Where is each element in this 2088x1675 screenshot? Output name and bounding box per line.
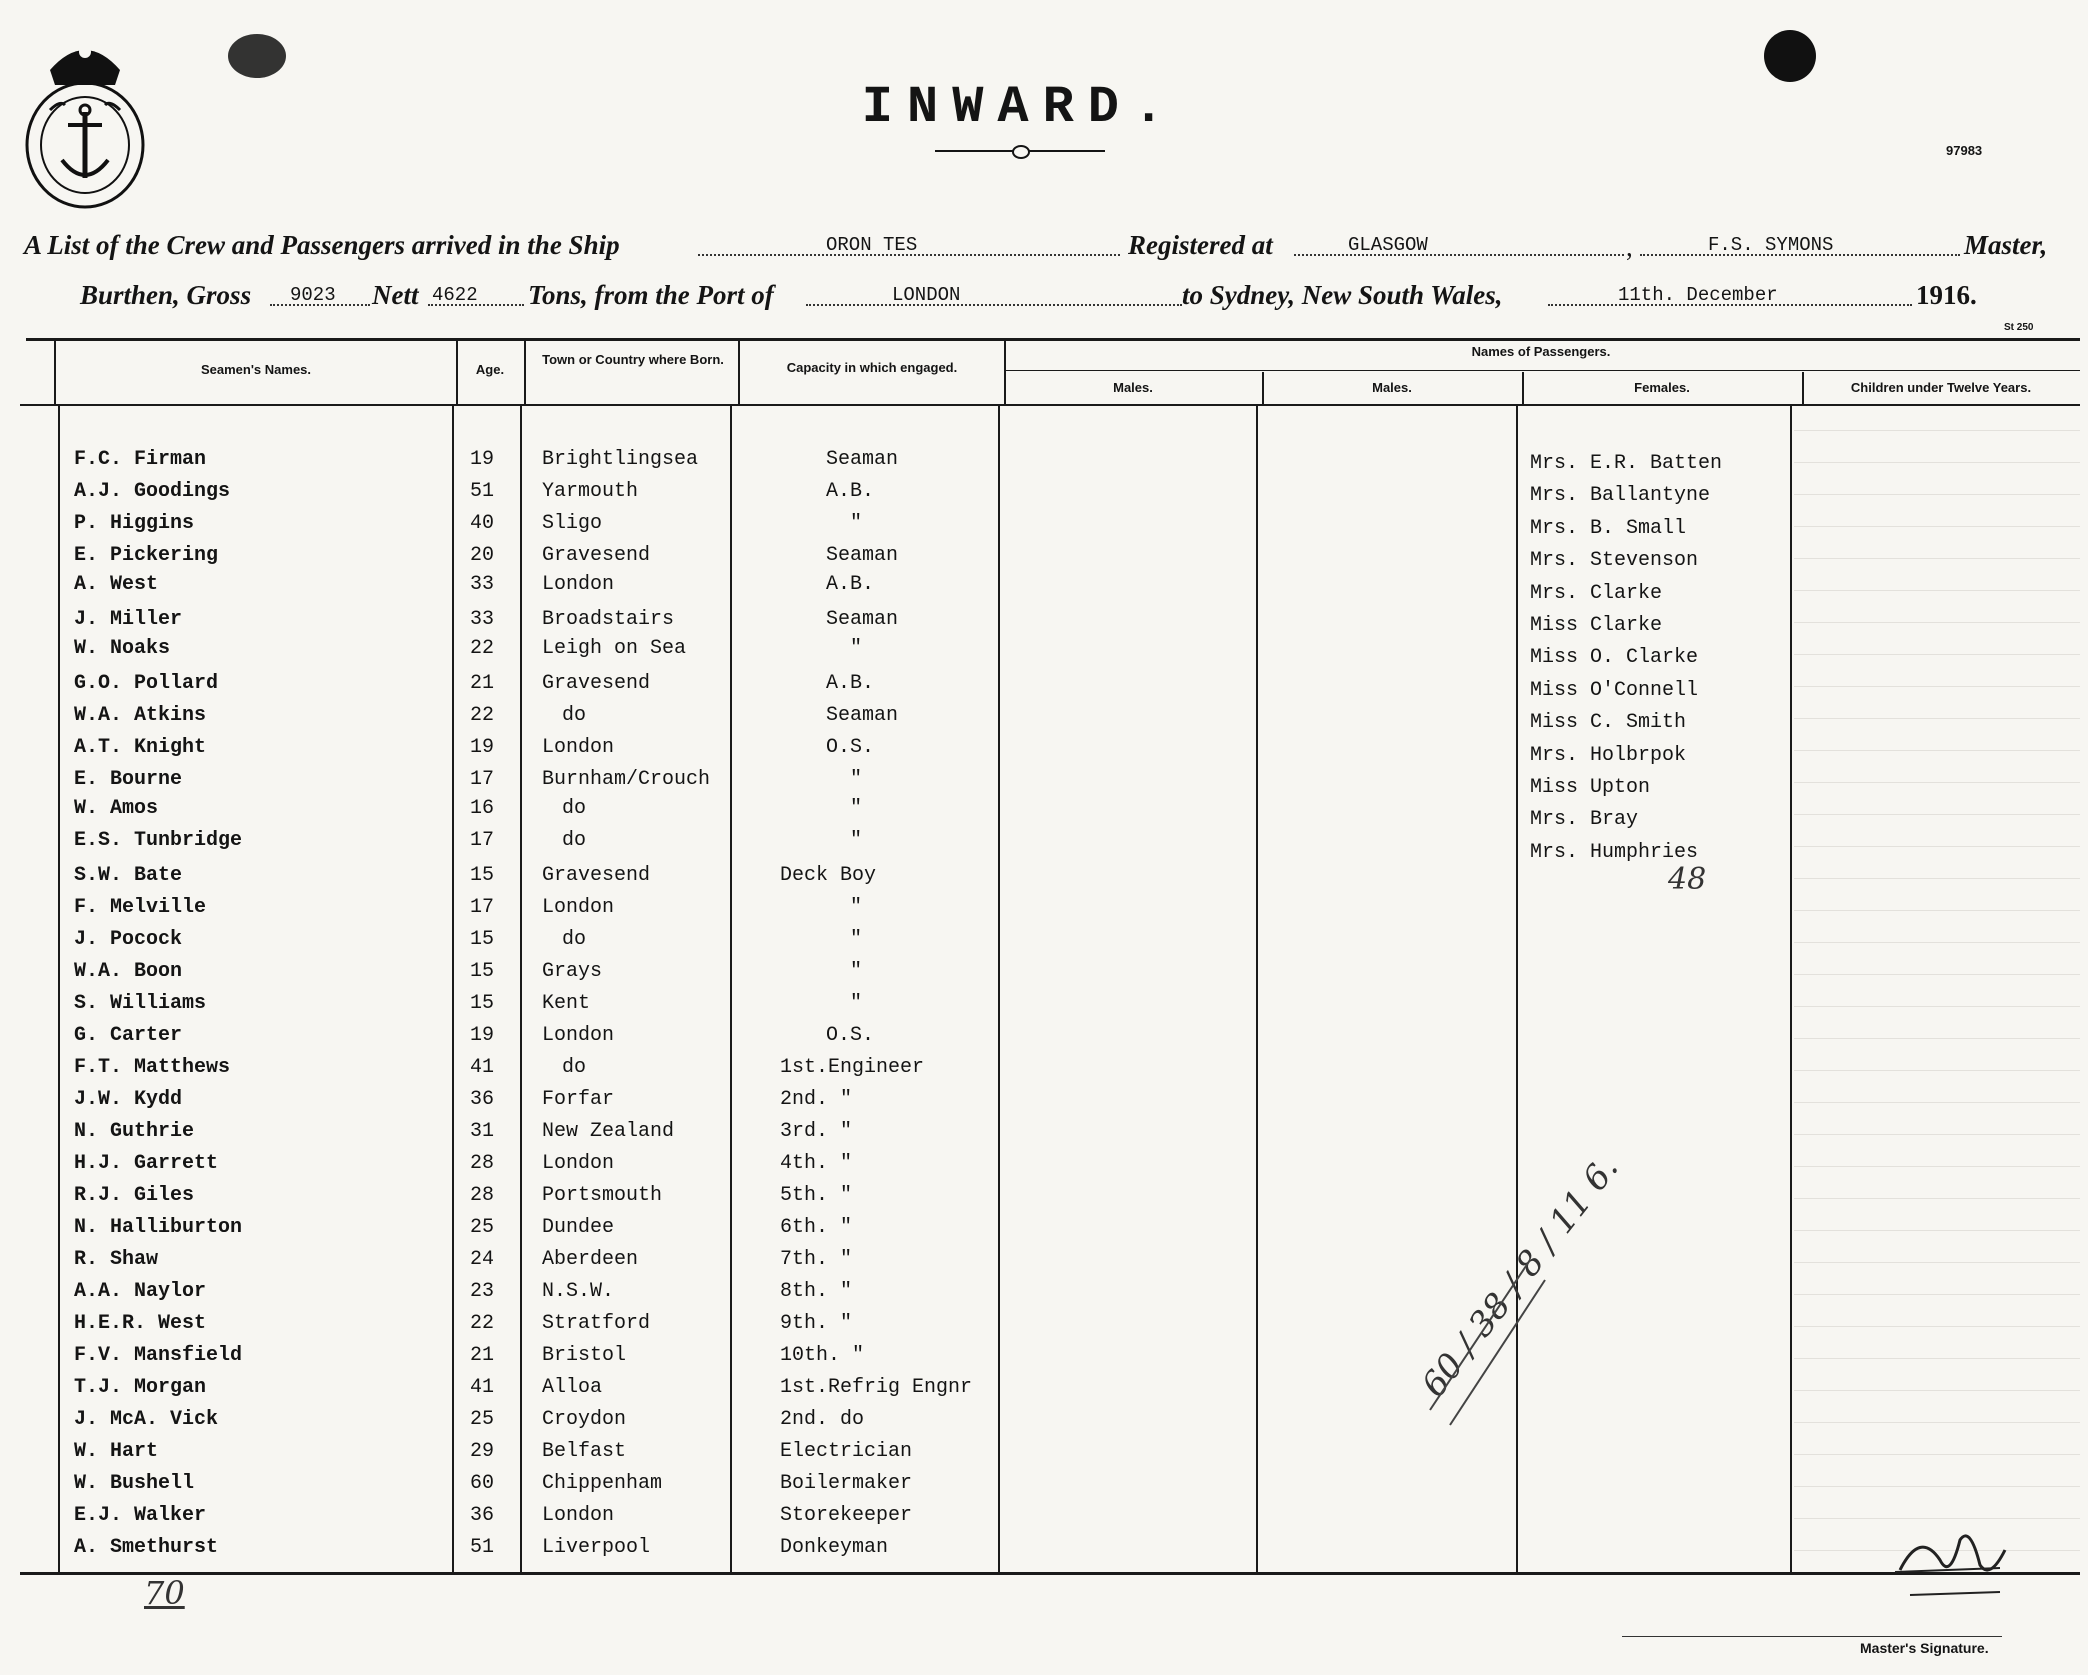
seaman-birthplace: Gravesend bbox=[542, 544, 651, 567]
ruled-line bbox=[1794, 782, 2080, 783]
ruled-line bbox=[1794, 1390, 2080, 1391]
seaman-name: R.J. Giles bbox=[74, 1184, 195, 1207]
seaman-age: 51 bbox=[470, 480, 495, 503]
ruled-line bbox=[1794, 1422, 2080, 1423]
seaman-birthplace: London bbox=[542, 736, 615, 759]
seaman-capacity: " bbox=[850, 797, 863, 820]
ink-blot-left bbox=[228, 34, 286, 78]
seaman-name: E.S. Tunbridge bbox=[74, 829, 243, 852]
ruled-line bbox=[1794, 1006, 2080, 1007]
punch-hole bbox=[1764, 30, 1816, 82]
seaman-capacity: Donkeyman bbox=[780, 1536, 889, 1559]
ruled-line bbox=[1794, 558, 2080, 559]
seaman-age: 41 bbox=[470, 1376, 495, 1399]
seaman-birthplace: do bbox=[562, 928, 587, 951]
seaman-age: 17 bbox=[470, 829, 495, 852]
seaman-capacity: 1st.Refrig Engnr bbox=[780, 1376, 973, 1399]
seaman-birthplace: do bbox=[562, 829, 587, 852]
seaman-name: W. Noaks bbox=[74, 637, 171, 660]
ruled-line bbox=[1794, 1486, 2080, 1487]
arrival-date: 11th. December bbox=[1618, 284, 1778, 306]
seaman-birthplace: Burnham/Crouch bbox=[542, 768, 711, 791]
comma: , bbox=[1626, 232, 1633, 262]
seaman-name: S.W. Bate bbox=[74, 864, 183, 887]
seaman-age: 15 bbox=[470, 960, 495, 983]
seaman-name: E. Bourne bbox=[74, 768, 183, 791]
burthen-label: Burthen, Gross bbox=[80, 280, 252, 310]
header-males-2: Males. bbox=[1372, 380, 1412, 395]
col-rule-6-body bbox=[1256, 406, 1258, 1572]
ruled-line bbox=[1794, 1326, 2080, 1327]
seaman-birthplace: Alloa bbox=[542, 1376, 603, 1399]
seaman-birthplace: London bbox=[542, 1504, 615, 1527]
seaman-capacity: Boilermaker bbox=[780, 1472, 913, 1495]
seaman-age: 36 bbox=[470, 1504, 495, 1527]
seaman-name: J. Pocock bbox=[74, 928, 183, 951]
seaman-birthplace: N.S.W. bbox=[542, 1280, 615, 1303]
female-passenger-name: Mrs. Clarke bbox=[1530, 581, 1663, 605]
nett-label: Nett bbox=[372, 280, 419, 310]
seaman-birthplace: New Zealand bbox=[542, 1120, 675, 1143]
seaman-birthplace: do bbox=[562, 1056, 587, 1079]
seaman-age: 17 bbox=[470, 768, 495, 791]
female-passenger-name: Mrs. Holbrpok bbox=[1530, 743, 1687, 767]
seaman-name: J. Miller bbox=[74, 608, 183, 631]
seaman-name: W. Bushell bbox=[74, 1472, 195, 1495]
seaman-age: 20 bbox=[470, 544, 495, 567]
ruled-line bbox=[1794, 1294, 2080, 1295]
ruled-line bbox=[1794, 494, 2080, 495]
seaman-name: H.J. Garrett bbox=[74, 1152, 219, 1175]
seaman-age: 17 bbox=[470, 896, 495, 919]
seaman-age: 51 bbox=[470, 1536, 495, 1559]
ruled-line bbox=[1794, 750, 2080, 751]
seaman-name: F.V. Mansfield bbox=[74, 1344, 243, 1367]
seaman-name: J.W. Kydd bbox=[74, 1088, 183, 1111]
seaman-capacity: 10th. " bbox=[780, 1344, 865, 1367]
seaman-name: A.T. Knight bbox=[74, 736, 207, 759]
col-rule-8-body bbox=[1790, 406, 1792, 1572]
seaman-capacity: Seaman bbox=[826, 448, 899, 471]
registered-label: Registered at bbox=[1128, 230, 1273, 260]
seaman-name: N. Guthrie bbox=[74, 1120, 195, 1143]
seaman-name: E. Pickering bbox=[74, 544, 219, 567]
seaman-capacity: Storekeeper bbox=[780, 1504, 913, 1527]
seaman-birthplace: Broadstairs bbox=[542, 608, 675, 631]
female-passenger-name: Miss C. Smith bbox=[1530, 711, 1687, 735]
form-code: St 250 bbox=[2004, 322, 2034, 333]
ruled-line bbox=[1794, 1518, 2080, 1519]
col-rule-2-body bbox=[452, 406, 454, 1572]
seaman-age: 19 bbox=[470, 736, 495, 759]
seaman-name: J. McA. Vick bbox=[74, 1408, 219, 1431]
from-port: LONDON bbox=[892, 284, 961, 306]
seaman-age: 36 bbox=[470, 1088, 495, 1111]
seaman-age: 25 bbox=[470, 1216, 495, 1239]
col-rule-5-body bbox=[998, 406, 1000, 1572]
seaman-birthplace: do bbox=[562, 704, 587, 727]
ruled-line bbox=[1794, 1102, 2080, 1103]
tons-label: Tons, from the Port of bbox=[528, 280, 774, 310]
seaman-age: 28 bbox=[470, 1152, 495, 1175]
seaman-capacity: Deck Boy bbox=[780, 864, 877, 887]
female-passenger-name: Mrs. E.R. Batten bbox=[1530, 452, 1723, 475]
header-passengers: Names of Passengers. bbox=[1471, 344, 1611, 359]
ruled-line bbox=[1794, 430, 2080, 431]
seaman-birthplace: Gravesend bbox=[542, 864, 651, 887]
seaman-capacity: 1st.Engineer bbox=[780, 1056, 925, 1079]
from-port-line bbox=[806, 304, 1182, 306]
ruled-line bbox=[1794, 686, 2080, 687]
seaman-capacity: Seaman bbox=[826, 608, 899, 631]
seaman-birthplace: Sligo bbox=[542, 512, 603, 535]
seaman-age: 31 bbox=[470, 1120, 495, 1143]
seaman-capacity: " bbox=[850, 928, 863, 951]
female-passenger-name: Mrs. Bray bbox=[1530, 808, 1639, 832]
seaman-age: 60 bbox=[470, 1472, 495, 1495]
female-passenger-name: Miss Clarke bbox=[1530, 614, 1663, 637]
seaman-birthplace: Kent bbox=[542, 992, 591, 1015]
seaman-birthplace: Yarmouth bbox=[542, 480, 639, 503]
seaman-capacity: 3rd. " bbox=[780, 1120, 853, 1143]
ruled-line bbox=[1794, 1230, 2080, 1231]
seaman-capacity: O.S. bbox=[826, 736, 875, 759]
seaman-age: 19 bbox=[470, 1024, 495, 1047]
ruled-line bbox=[1794, 654, 2080, 655]
female-passenger-name: Mrs. Humphries bbox=[1530, 840, 1699, 864]
master-name: F.S. SYMONS bbox=[1708, 234, 1834, 256]
seaman-capacity: 6th. " bbox=[780, 1216, 853, 1239]
ship-name: ORON TES bbox=[826, 234, 918, 256]
tally-note: 60 / 38 / 8 / 11 6. bbox=[1414, 1148, 1627, 1405]
signature-label: Master's Signature. bbox=[1860, 1640, 1989, 1656]
seaman-age: 22 bbox=[470, 704, 495, 727]
ruled-line bbox=[1794, 718, 2080, 719]
header-bottom-rule bbox=[20, 404, 2080, 406]
seaman-capacity: " bbox=[850, 829, 863, 852]
master-signature-scrawl bbox=[1890, 1520, 2010, 1600]
seaman-capacity: Seaman bbox=[826, 544, 899, 567]
seaman-age: 15 bbox=[470, 992, 495, 1015]
col-rule-1 bbox=[54, 340, 56, 405]
header-born: Town or Country where Born. bbox=[542, 352, 724, 367]
seaman-age: 24 bbox=[470, 1248, 495, 1271]
registered-port-line bbox=[1294, 254, 1624, 256]
seaman-capacity: 8th. " bbox=[780, 1280, 853, 1303]
ruled-line bbox=[1794, 814, 2080, 815]
col-rule-3-body bbox=[520, 406, 522, 1572]
seaman-age: 16 bbox=[470, 797, 495, 820]
seaman-name: A.J. Goodings bbox=[74, 480, 231, 503]
seaman-name: R. Shaw bbox=[74, 1248, 159, 1271]
header-children: Children under Twelve Years. bbox=[1850, 380, 2032, 395]
seaman-name: F. Melville bbox=[74, 896, 207, 919]
seaman-birthplace: Portsmouth bbox=[542, 1184, 663, 1207]
header-seamens-names: Seamen's Names. bbox=[200, 362, 312, 377]
seaman-capacity: " bbox=[850, 768, 863, 791]
gross-tons: 9023 bbox=[290, 284, 336, 306]
seaman-name: W.A. Boon bbox=[74, 960, 183, 983]
seaman-capacity: " bbox=[850, 992, 863, 1015]
crew-total-note: 70 bbox=[144, 1574, 185, 1612]
reference-number: 97983 bbox=[1946, 143, 1983, 158]
col-rule-3 bbox=[524, 340, 526, 405]
seaman-name: G.O. Pollard bbox=[74, 672, 219, 695]
table-top-rule bbox=[26, 338, 2080, 341]
col-rule-4-body bbox=[730, 406, 732, 1572]
seaman-age: 41 bbox=[470, 1056, 495, 1079]
col-rule-1-body bbox=[58, 406, 60, 1572]
ruled-line bbox=[1794, 942, 2080, 943]
ruled-line bbox=[1794, 1038, 2080, 1039]
seaman-name: A. West bbox=[74, 573, 159, 596]
seaman-birthplace: London bbox=[542, 1024, 615, 1047]
title-ornament-dot bbox=[1012, 145, 1030, 159]
seaman-age: 28 bbox=[470, 1184, 495, 1207]
seaman-age: 21 bbox=[470, 672, 495, 695]
seaman-birthplace: Croydon bbox=[542, 1408, 627, 1431]
seaman-age: 15 bbox=[470, 928, 495, 951]
seaman-name: A.A. Naylor bbox=[74, 1280, 207, 1303]
destination-label: to Sydney, New South Wales, bbox=[1182, 280, 1503, 310]
ruled-line bbox=[1794, 1198, 2080, 1199]
seaman-name: F.C. Firman bbox=[74, 448, 207, 471]
seaman-age: 33 bbox=[470, 573, 495, 596]
seaman-name: N. Halliburton bbox=[74, 1216, 243, 1239]
seaman-name: G. Carter bbox=[74, 1024, 183, 1047]
seaman-name: F.T. Matthews bbox=[74, 1056, 231, 1079]
ruled-line bbox=[1794, 622, 2080, 623]
seaman-age: 33 bbox=[470, 608, 495, 631]
seaman-capacity: Electrician bbox=[780, 1440, 913, 1463]
seaman-age: 15 bbox=[470, 864, 495, 887]
seaman-age: 19 bbox=[470, 448, 495, 471]
seaman-birthplace: London bbox=[542, 573, 615, 596]
seaman-capacity: " bbox=[850, 512, 863, 535]
seaman-birthplace: Aberdeen bbox=[542, 1248, 639, 1271]
seaman-age: 40 bbox=[470, 512, 495, 535]
seaman-capacity: 2nd. do bbox=[780, 1408, 865, 1431]
female-passenger-name: Mrs. Ballantyne bbox=[1530, 484, 1711, 508]
ruled-line bbox=[1794, 1070, 2080, 1071]
ruled-line bbox=[1794, 590, 2080, 591]
seaman-capacity: 4th. " bbox=[780, 1152, 853, 1175]
seaman-birthplace: Chippenham bbox=[542, 1472, 663, 1495]
ruled-line bbox=[1794, 878, 2080, 879]
ruled-line bbox=[1794, 462, 2080, 463]
seaman-capacity: A.B. bbox=[826, 672, 875, 695]
seaman-name: A. Smethurst bbox=[74, 1536, 219, 1559]
seaman-name: W. Hart bbox=[74, 1440, 159, 1463]
seaman-capacity: Seaman bbox=[826, 704, 899, 727]
ruled-line bbox=[1794, 1134, 2080, 1135]
seaman-age: 21 bbox=[470, 1344, 495, 1367]
seaman-birthplace: Bristol bbox=[542, 1344, 627, 1367]
year: 1916. bbox=[1916, 280, 1977, 310]
nett-tons: 4622 bbox=[432, 284, 478, 306]
seaman-name: P. Higgins bbox=[74, 512, 195, 535]
seaman-capacity: 9th. " bbox=[780, 1312, 853, 1335]
seaman-birthplace: Liverpool bbox=[542, 1536, 651, 1559]
ruled-line bbox=[1794, 1358, 2080, 1359]
list-heading: A List of the Crew and Passengers arrived in the Ship bbox=[24, 230, 620, 260]
registered-port: GLASGOW bbox=[1348, 234, 1428, 256]
ruled-line bbox=[1794, 526, 2080, 527]
seaman-name: S. Williams bbox=[74, 992, 207, 1015]
female-passenger-name: Miss O'Connell bbox=[1530, 678, 1699, 702]
female-passenger-name: Miss O. Clarke bbox=[1530, 646, 1699, 670]
seaman-birthplace: Gravesend bbox=[542, 672, 651, 695]
seaman-name: T.J. Morgan bbox=[74, 1376, 207, 1399]
seaman-birthplace: Dundee bbox=[542, 1216, 615, 1239]
table-bottom-rule bbox=[20, 1572, 2080, 1575]
seaman-age: 22 bbox=[470, 637, 495, 660]
seaman-age: 23 bbox=[470, 1280, 495, 1303]
page-title: INWARD. bbox=[861, 78, 1179, 137]
seaman-capacity: 7th. " bbox=[780, 1248, 853, 1271]
seaman-capacity: 2nd. " bbox=[780, 1088, 853, 1111]
seaman-birthplace: London bbox=[542, 1152, 615, 1175]
seaman-capacity: 5th. " bbox=[780, 1184, 853, 1207]
seaman-birthplace: Stratford bbox=[542, 1312, 651, 1335]
female-passenger-name: Mrs. B. Small bbox=[1530, 516, 1687, 540]
seaman-name: E.J. Walker bbox=[74, 1504, 207, 1527]
header-capacity: Capacity in which engaged. bbox=[786, 360, 958, 375]
seaman-name: W.A. Atkins bbox=[74, 704, 207, 727]
ruled-line bbox=[1794, 846, 2080, 847]
seaman-birthplace: Leigh on Sea bbox=[542, 637, 687, 660]
seaman-age: 25 bbox=[470, 1408, 495, 1431]
master-label: Master, bbox=[1964, 230, 2048, 260]
passenger-header-rule bbox=[1004, 370, 2080, 371]
seaman-age: 29 bbox=[470, 1440, 495, 1463]
seaman-capacity: " bbox=[850, 637, 863, 660]
seaman-name: H.E.R. West bbox=[74, 1312, 207, 1335]
seaman-capacity: A.B. bbox=[826, 480, 875, 503]
seaman-birthplace: do bbox=[562, 797, 587, 820]
ruled-line bbox=[1794, 1262, 2080, 1263]
seaman-birthplace: Forfar bbox=[542, 1088, 615, 1111]
seaman-capacity: " bbox=[850, 960, 863, 983]
seaman-age: 22 bbox=[470, 1312, 495, 1335]
ruled-line bbox=[1794, 974, 2080, 975]
header-age: Age. bbox=[475, 362, 505, 377]
header-females: Females. bbox=[1634, 380, 1690, 395]
header-males-1: Males. bbox=[1113, 380, 1153, 395]
seaman-birthplace: Belfast bbox=[542, 1440, 627, 1463]
ruled-line bbox=[1794, 1454, 2080, 1455]
seaman-birthplace: Brightlingsea bbox=[542, 448, 699, 471]
seaman-capacity: " bbox=[850, 896, 863, 919]
female-passenger-name: Miss Upton bbox=[1530, 776, 1651, 799]
female-passenger-name: Mrs. Stevenson bbox=[1530, 549, 1699, 573]
shipping-master-seal bbox=[20, 30, 150, 210]
seaman-capacity: O.S. bbox=[826, 1024, 875, 1047]
tally-strokes bbox=[1420, 1250, 1560, 1430]
ruled-line bbox=[1794, 1166, 2080, 1167]
ruled-line bbox=[1794, 910, 2080, 911]
signature-line bbox=[1622, 1636, 2002, 1637]
seaman-capacity: A.B. bbox=[826, 573, 875, 596]
seaman-birthplace: Grays bbox=[542, 960, 603, 983]
seaman-birthplace: London bbox=[542, 896, 615, 919]
col-rule-4 bbox=[738, 340, 740, 405]
seaman-name: W. Amos bbox=[74, 797, 159, 820]
female-total-note: 48 bbox=[1668, 862, 1707, 897]
